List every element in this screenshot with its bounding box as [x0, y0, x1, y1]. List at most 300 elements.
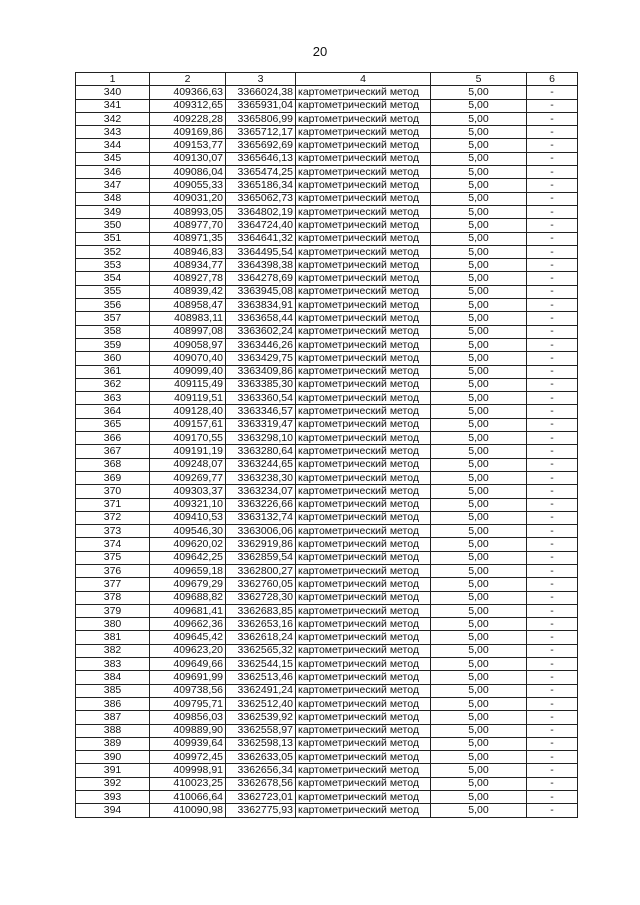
table-row: [76, 365, 578, 378]
note-cell: -: [527, 618, 578, 631]
x-coordinate-cell: 409998,91: [150, 764, 226, 777]
point-number-cell: 376: [76, 564, 150, 577]
table-row: [76, 551, 578, 564]
note-cell: -: [527, 564, 578, 577]
method-cell: картометрический метод: [296, 697, 431, 710]
method-cell: картометрический метод: [296, 392, 431, 405]
accuracy-cell: 5,00: [431, 751, 527, 764]
method-cell: картометрический метод: [296, 166, 431, 179]
x-coordinate-cell: 409248,07: [150, 458, 226, 471]
point-number-cell: 370: [76, 485, 150, 498]
table-row: [76, 737, 578, 750]
x-coordinate-cell: 409099,40: [150, 365, 226, 378]
table-row: [76, 192, 578, 205]
y-coordinate-cell: 3362539,92: [226, 711, 296, 724]
y-coordinate-cell: 3363834,91: [226, 299, 296, 312]
note-cell: -: [527, 219, 578, 232]
note-cell: -: [527, 259, 578, 272]
point-number-cell: 377: [76, 578, 150, 591]
table-row: [76, 272, 578, 285]
accuracy-cell: 5,00: [431, 365, 527, 378]
table-row: [76, 405, 578, 418]
y-coordinate-cell: 3362513,46: [226, 671, 296, 684]
point-number-cell: 356: [76, 299, 150, 312]
note-cell: -: [527, 192, 578, 205]
table-row: [76, 219, 578, 232]
note-cell: -: [527, 511, 578, 524]
x-coordinate-cell: 410090,98: [150, 804, 226, 817]
table-row: [76, 205, 578, 218]
y-coordinate-cell: 3362800,27: [226, 564, 296, 577]
x-coordinate-cell: 409269,77: [150, 471, 226, 484]
table-row: [76, 99, 578, 112]
table-row: [76, 432, 578, 445]
x-coordinate-cell: 409659,18: [150, 564, 226, 577]
point-number-cell: 355: [76, 285, 150, 298]
accuracy-cell: 5,00: [431, 378, 527, 391]
note-cell: -: [527, 724, 578, 737]
point-number-cell: 344: [76, 139, 150, 152]
x-coordinate-cell: 408946,83: [150, 245, 226, 258]
point-number-cell: 353: [76, 259, 150, 272]
y-coordinate-cell: 3364802,19: [226, 205, 296, 218]
point-number-cell: 373: [76, 525, 150, 538]
y-coordinate-cell: 3363244,65: [226, 458, 296, 471]
x-coordinate-cell: 409070,40: [150, 352, 226, 365]
point-number-cell: 359: [76, 338, 150, 351]
y-coordinate-cell: 3362558,97: [226, 724, 296, 737]
accuracy-cell: 5,00: [431, 259, 527, 272]
x-coordinate-cell: 409055,33: [150, 179, 226, 192]
method-cell: картометрический метод: [296, 139, 431, 152]
point-number-cell: 378: [76, 591, 150, 604]
table-row: [76, 458, 578, 471]
point-number-cell: 385: [76, 684, 150, 697]
point-number-cell: 346: [76, 166, 150, 179]
table-row: [76, 671, 578, 684]
y-coordinate-cell: 3363234,07: [226, 485, 296, 498]
x-coordinate-cell: 408993,05: [150, 205, 226, 218]
point-number-cell: 350: [76, 219, 150, 232]
x-coordinate-cell: 408971,35: [150, 232, 226, 245]
method-cell: картометрический метод: [296, 259, 431, 272]
accuracy-cell: 5,00: [431, 551, 527, 564]
point-number-cell: 365: [76, 418, 150, 431]
method-cell: картометрический метод: [296, 737, 431, 750]
note-cell: -: [527, 578, 578, 591]
table-row: [76, 764, 578, 777]
point-number-cell: 367: [76, 445, 150, 458]
x-coordinate-cell: 409623,20: [150, 644, 226, 657]
note-cell: -: [527, 751, 578, 764]
x-coordinate-cell: 409939,64: [150, 737, 226, 750]
y-coordinate-cell: 3363658,44: [226, 312, 296, 325]
table-row: [76, 511, 578, 524]
table-row: [76, 684, 578, 697]
table-row: [76, 578, 578, 591]
accuracy-cell: 5,00: [431, 86, 527, 99]
method-cell: картометрический метод: [296, 219, 431, 232]
accuracy-cell: 5,00: [431, 658, 527, 671]
note-cell: -: [527, 644, 578, 657]
accuracy-cell: 5,00: [431, 618, 527, 631]
x-coordinate-cell: 409546,30: [150, 525, 226, 538]
point-number-cell: 362: [76, 378, 150, 391]
point-number-cell: 343: [76, 126, 150, 139]
note-cell: -: [527, 471, 578, 484]
method-cell: картометрический метод: [296, 591, 431, 604]
accuracy-cell: 5,00: [431, 232, 527, 245]
point-number-cell: 392: [76, 777, 150, 790]
y-coordinate-cell: 3363385,30: [226, 378, 296, 391]
note-cell: -: [527, 392, 578, 405]
table-row: [76, 126, 578, 139]
method-cell: картометрический метод: [296, 285, 431, 298]
accuracy-cell: 5,00: [431, 166, 527, 179]
y-coordinate-cell: 3362565,32: [226, 644, 296, 657]
accuracy-cell: 5,00: [431, 791, 527, 804]
note-cell: -: [527, 591, 578, 604]
method-cell: картометрический метод: [296, 618, 431, 631]
table-row: [76, 445, 578, 458]
y-coordinate-cell: 3362512,40: [226, 697, 296, 710]
note-cell: -: [527, 365, 578, 378]
y-coordinate-cell: 3363298,10: [226, 432, 296, 445]
table-row: [76, 697, 578, 710]
point-number-cell: 388: [76, 724, 150, 737]
note-cell: -: [527, 179, 578, 192]
y-coordinate-cell: 3364641,32: [226, 232, 296, 245]
y-coordinate-cell: 3362491,24: [226, 684, 296, 697]
accuracy-cell: 5,00: [431, 604, 527, 617]
accuracy-cell: 5,00: [431, 152, 527, 165]
note-cell: -: [527, 711, 578, 724]
table-row: [76, 166, 578, 179]
note-cell: -: [527, 777, 578, 790]
y-coordinate-cell: 3363429,75: [226, 352, 296, 365]
accuracy-cell: 5,00: [431, 671, 527, 684]
table-row: [76, 498, 578, 511]
x-coordinate-cell: 408997,08: [150, 325, 226, 338]
note-cell: -: [527, 338, 578, 351]
table-row: [76, 259, 578, 272]
y-coordinate-cell: 3363602,24: [226, 325, 296, 338]
x-coordinate-cell: 409642,25: [150, 551, 226, 564]
point-number-cell: 372: [76, 511, 150, 524]
note-cell: -: [527, 671, 578, 684]
accuracy-cell: 5,00: [431, 99, 527, 112]
y-coordinate-cell: 3362728,30: [226, 591, 296, 604]
point-number-cell: 352: [76, 245, 150, 258]
point-number-cell: 364: [76, 405, 150, 418]
accuracy-cell: 5,00: [431, 777, 527, 790]
accuracy-cell: 5,00: [431, 219, 527, 232]
table-row: [76, 631, 578, 644]
point-number-cell: 341: [76, 99, 150, 112]
y-coordinate-cell: 3362760,05: [226, 578, 296, 591]
method-cell: картометрический метод: [296, 724, 431, 737]
table-row: [76, 658, 578, 671]
note-cell: -: [527, 112, 578, 125]
table-row: [76, 618, 578, 631]
accuracy-cell: 5,00: [431, 644, 527, 657]
method-cell: картометрический метод: [296, 432, 431, 445]
note-cell: -: [527, 405, 578, 418]
note-cell: -: [527, 485, 578, 498]
y-coordinate-cell: 3363238,30: [226, 471, 296, 484]
y-coordinate-cell: 3363319,47: [226, 418, 296, 431]
table-row: [76, 338, 578, 351]
method-cell: картометрический метод: [296, 644, 431, 657]
method-cell: картометрический метод: [296, 764, 431, 777]
note-cell: -: [527, 299, 578, 312]
accuracy-cell: 5,00: [431, 192, 527, 205]
note-cell: -: [527, 432, 578, 445]
note-cell: -: [527, 684, 578, 697]
note-cell: -: [527, 86, 578, 99]
x-coordinate-cell: 409128,40: [150, 405, 226, 418]
point-number-cell: 387: [76, 711, 150, 724]
accuracy-cell: 5,00: [431, 179, 527, 192]
method-cell: картометрический метод: [296, 325, 431, 338]
method-cell: картометрический метод: [296, 365, 431, 378]
accuracy-cell: 5,00: [431, 697, 527, 710]
table-row: [76, 777, 578, 790]
method-cell: картометрический метод: [296, 671, 431, 684]
y-coordinate-cell: 3366024,38: [226, 86, 296, 99]
table-row: [76, 418, 578, 431]
note-cell: -: [527, 166, 578, 179]
table-row: [76, 312, 578, 325]
note-cell: -: [527, 538, 578, 551]
accuracy-cell: 5,00: [431, 458, 527, 471]
point-number-cell: 394: [76, 804, 150, 817]
y-coordinate-cell: 3362919,86: [226, 538, 296, 551]
y-coordinate-cell: 3365186,34: [226, 179, 296, 192]
x-coordinate-cell: 409620,02: [150, 538, 226, 551]
x-coordinate-cell: 409228,28: [150, 112, 226, 125]
point-number-cell: 361: [76, 365, 150, 378]
accuracy-cell: 5,00: [431, 299, 527, 312]
table-row: [76, 325, 578, 338]
x-coordinate-cell: 409649,66: [150, 658, 226, 671]
header-cell-3: 3: [226, 73, 296, 86]
y-coordinate-cell: 3363446,26: [226, 338, 296, 351]
method-cell: картометрический метод: [296, 578, 431, 591]
table-row: [76, 112, 578, 125]
accuracy-cell: 5,00: [431, 764, 527, 777]
x-coordinate-cell: 409410,53: [150, 511, 226, 524]
method-cell: картометрический метод: [296, 152, 431, 165]
method-cell: картометрический метод: [296, 458, 431, 471]
y-coordinate-cell: 3362775,93: [226, 804, 296, 817]
accuracy-cell: 5,00: [431, 325, 527, 338]
point-number-cell: 363: [76, 392, 150, 405]
x-coordinate-cell: 409688,82: [150, 591, 226, 604]
accuracy-cell: 5,00: [431, 525, 527, 538]
accuracy-cell: 5,00: [431, 312, 527, 325]
table-row: [76, 179, 578, 192]
y-coordinate-cell: 3362618,24: [226, 631, 296, 644]
table-row: [76, 471, 578, 484]
x-coordinate-cell: 408983,11: [150, 312, 226, 325]
y-coordinate-cell: 3362544,15: [226, 658, 296, 671]
method-cell: картометрический метод: [296, 658, 431, 671]
note-cell: -: [527, 445, 578, 458]
x-coordinate-cell: 409795,71: [150, 697, 226, 710]
x-coordinate-cell: 410023,25: [150, 777, 226, 790]
table-row: [76, 791, 578, 804]
x-coordinate-cell: 409681,41: [150, 604, 226, 617]
method-cell: картометрический метод: [296, 751, 431, 764]
point-number-cell: 384: [76, 671, 150, 684]
y-coordinate-cell: 3362683,85: [226, 604, 296, 617]
method-cell: картометрический метод: [296, 99, 431, 112]
y-coordinate-cell: 3363226,66: [226, 498, 296, 511]
note-cell: -: [527, 352, 578, 365]
table-body: [76, 86, 578, 817]
y-coordinate-cell: 3362723,01: [226, 791, 296, 804]
note-cell: -: [527, 378, 578, 391]
accuracy-cell: 5,00: [431, 578, 527, 591]
x-coordinate-cell: 408939,42: [150, 285, 226, 298]
point-number-cell: 368: [76, 458, 150, 471]
y-coordinate-cell: 3364278,69: [226, 272, 296, 285]
table-row: [76, 724, 578, 737]
table-row: [76, 751, 578, 764]
note-cell: -: [527, 325, 578, 338]
method-cell: картометрический метод: [296, 245, 431, 258]
accuracy-cell: 5,00: [431, 498, 527, 511]
accuracy-cell: 5,00: [431, 338, 527, 351]
note-cell: -: [527, 232, 578, 245]
note-cell: -: [527, 458, 578, 471]
point-number-cell: 383: [76, 658, 150, 671]
accuracy-cell: 5,00: [431, 684, 527, 697]
table-row: [76, 285, 578, 298]
note-cell: -: [527, 418, 578, 431]
accuracy-cell: 5,00: [431, 285, 527, 298]
method-cell: картометрический метод: [296, 192, 431, 205]
note-cell: -: [527, 631, 578, 644]
y-coordinate-cell: 3365062,73: [226, 192, 296, 205]
table-row: [76, 591, 578, 604]
accuracy-cell: 5,00: [431, 471, 527, 484]
table-row: [76, 525, 578, 538]
accuracy-cell: 5,00: [431, 352, 527, 365]
note-cell: -: [527, 126, 578, 139]
note-cell: -: [527, 205, 578, 218]
note-cell: -: [527, 312, 578, 325]
point-number-cell: 354: [76, 272, 150, 285]
point-number-cell: 393: [76, 791, 150, 804]
table-row: [76, 232, 578, 245]
y-coordinate-cell: 3363280,64: [226, 445, 296, 458]
x-coordinate-cell: 409191,19: [150, 445, 226, 458]
point-number-cell: 374: [76, 538, 150, 551]
point-number-cell: 347: [76, 179, 150, 192]
method-cell: картометрический метод: [296, 471, 431, 484]
point-number-cell: 358: [76, 325, 150, 338]
point-number-cell: 371: [76, 498, 150, 511]
point-number-cell: 380: [76, 618, 150, 631]
y-coordinate-cell: 3364495,54: [226, 245, 296, 258]
y-coordinate-cell: 3362653,16: [226, 618, 296, 631]
x-coordinate-cell: 409130,07: [150, 152, 226, 165]
note-cell: -: [527, 804, 578, 817]
method-cell: картометрический метод: [296, 684, 431, 697]
point-number-cell: 366: [76, 432, 150, 445]
point-number-cell: 390: [76, 751, 150, 764]
x-coordinate-cell: 409972,45: [150, 751, 226, 764]
accuracy-cell: 5,00: [431, 245, 527, 258]
accuracy-cell: 5,00: [431, 445, 527, 458]
table-row: [76, 378, 578, 391]
y-coordinate-cell: 3365692,69: [226, 139, 296, 152]
method-cell: картометрический метод: [296, 179, 431, 192]
accuracy-cell: 5,00: [431, 485, 527, 498]
y-coordinate-cell: 3365806,99: [226, 112, 296, 125]
table-header: [76, 73, 578, 86]
accuracy-cell: 5,00: [431, 711, 527, 724]
x-coordinate-cell: 409115,49: [150, 378, 226, 391]
point-number-cell: 369: [76, 471, 150, 484]
point-number-cell: 382: [76, 644, 150, 657]
note-cell: -: [527, 551, 578, 564]
accuracy-cell: 5,00: [431, 112, 527, 125]
x-coordinate-cell: 409058,97: [150, 338, 226, 351]
method-cell: картометрический метод: [296, 352, 431, 365]
note-cell: -: [527, 525, 578, 538]
method-cell: картометрический метод: [296, 538, 431, 551]
accuracy-cell: 5,00: [431, 432, 527, 445]
method-cell: картометрический метод: [296, 485, 431, 498]
x-coordinate-cell: 408927,78: [150, 272, 226, 285]
point-number-cell: 379: [76, 604, 150, 617]
method-cell: картометрический метод: [296, 312, 431, 325]
table-row: [76, 604, 578, 617]
x-coordinate-cell: 409086,04: [150, 166, 226, 179]
accuracy-cell: 5,00: [431, 392, 527, 405]
y-coordinate-cell: 3364398,38: [226, 259, 296, 272]
table-row: [76, 299, 578, 312]
method-cell: картометрический метод: [296, 791, 431, 804]
x-coordinate-cell: 409366,63: [150, 86, 226, 99]
table-row: [76, 139, 578, 152]
accuracy-cell: 5,00: [431, 511, 527, 524]
note-cell: -: [527, 764, 578, 777]
coordinates-table: [75, 72, 578, 818]
method-cell: картометрический метод: [296, 299, 431, 312]
y-coordinate-cell: 3362678,56: [226, 777, 296, 790]
method-cell: картометрический метод: [296, 564, 431, 577]
y-coordinate-cell: 3365474,25: [226, 166, 296, 179]
x-coordinate-cell: 409889,90: [150, 724, 226, 737]
accuracy-cell: 5,00: [431, 804, 527, 817]
point-number-cell: 391: [76, 764, 150, 777]
point-number-cell: 348: [76, 192, 150, 205]
method-cell: картометрический метод: [296, 232, 431, 245]
x-coordinate-cell: 409645,42: [150, 631, 226, 644]
point-number-cell: 351: [76, 232, 150, 245]
x-coordinate-cell: 410066,64: [150, 791, 226, 804]
method-cell: картометрический метод: [296, 126, 431, 139]
y-coordinate-cell: 3365931,04: [226, 99, 296, 112]
accuracy-cell: 5,00: [431, 591, 527, 604]
accuracy-cell: 5,00: [431, 418, 527, 431]
y-coordinate-cell: 3363006,06: [226, 525, 296, 538]
note-cell: -: [527, 658, 578, 671]
